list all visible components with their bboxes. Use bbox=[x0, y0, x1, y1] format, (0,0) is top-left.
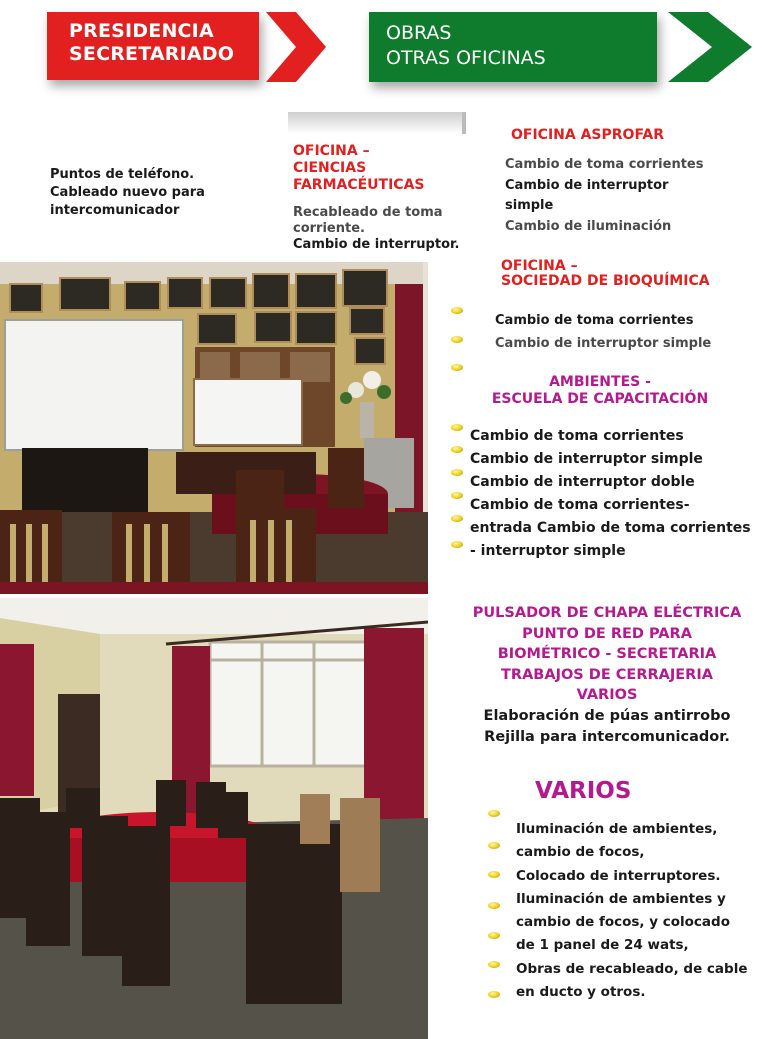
yellow-bullet-icon bbox=[488, 991, 500, 998]
escuela-item: Cambio de toma corrientes- bbox=[470, 497, 690, 513]
banner-presidencia-line2: SECRETARIADO bbox=[69, 43, 235, 65]
yellow-bullet-icon bbox=[451, 424, 463, 431]
pulsador-title-line: PULSADOR DE CHAPA ELÉCTRICA bbox=[472, 605, 742, 621]
pulsador-item: Elaboración de púas antirrobo bbox=[483, 708, 731, 724]
varios-item: cambio de focos, y colocado bbox=[516, 914, 730, 931]
banner-presidencia bbox=[47, 12, 259, 80]
yellow-bullet-icon bbox=[488, 810, 500, 817]
bioquimica-items bbox=[495, 309, 711, 355]
yellow-bullet-icon bbox=[451, 307, 463, 314]
intercomunicador-line: intercomunicador bbox=[50, 203, 180, 218]
bioquimica-item: Cambio de toma corrientes bbox=[495, 313, 694, 328]
meeting-room-illustration bbox=[0, 598, 428, 1039]
escuela-items bbox=[470, 425, 751, 563]
asprofar-title: OFICINA ASPROFAR bbox=[511, 127, 665, 143]
yellow-bullet-icon bbox=[488, 871, 500, 878]
banner-obras-line1: OBRAS bbox=[386, 22, 452, 44]
asprofar-item: simple bbox=[505, 198, 554, 213]
bioquimica-item: Cambio de interruptor simple bbox=[495, 336, 712, 351]
farmacia-item: Cambio de interruptor. bbox=[293, 237, 460, 252]
cableado-line: Cableado nuevo para bbox=[50, 185, 205, 200]
bioquimica-title-line1: OFICINA – bbox=[501, 258, 578, 274]
varios-item: Iluminación de ambientes, bbox=[516, 821, 718, 837]
pulsador-title bbox=[437, 603, 768, 706]
header-shadow bbox=[288, 112, 466, 134]
banner-obras-line2: OTRAS OFICINAS bbox=[386, 47, 546, 69]
pulsador-title-line: BIOMÉTRICO - SECRETARIA bbox=[497, 646, 717, 662]
yellow-bullet-icon bbox=[488, 961, 500, 968]
varios-items bbox=[516, 818, 748, 1004]
varios-item: en ducto y otros. bbox=[516, 984, 646, 1001]
yellow-bullet-icon bbox=[451, 541, 463, 548]
asprofar-item: Cambio de interruptor bbox=[505, 177, 669, 193]
farmacia-items bbox=[293, 205, 460, 253]
bioquimica-title-line2: SOCIEDAD DE BIOQUÍMICA bbox=[501, 273, 710, 289]
asprofar-items bbox=[505, 155, 703, 237]
farmacia-title-line3: FARMACÉUTICAS bbox=[293, 177, 425, 193]
banner-presidencia-line1: PRESIDENCIA bbox=[69, 20, 214, 42]
yellow-bullet-icon bbox=[488, 932, 500, 939]
farmacia-title-line2: CIENCIAS bbox=[293, 160, 367, 176]
varios-item: de 1 panel de 24 wats, bbox=[516, 937, 689, 954]
pulsador-title-line: PUNTO DE RED PARA bbox=[522, 625, 692, 642]
yellow-bullet-icon bbox=[488, 902, 500, 909]
escuela-item: entrada Cambio de toma corrientes bbox=[470, 520, 751, 536]
classroom-photo bbox=[0, 262, 428, 594]
yellow-bullet-icon bbox=[451, 336, 463, 343]
pulsador-item: Rejilla para intercomunicador. bbox=[484, 729, 730, 745]
pulsador-title-line: TRABAJOS DE CERRAJERIA bbox=[501, 666, 713, 683]
telefono-block bbox=[50, 166, 205, 220]
header-shadow-line bbox=[462, 112, 466, 134]
meeting-room-photo bbox=[0, 598, 428, 1039]
varios-title: VARIOS bbox=[535, 778, 632, 804]
yellow-bullet-icon bbox=[451, 446, 463, 453]
yellow-bullet-icon bbox=[451, 515, 463, 522]
yellow-bullet-icon bbox=[488, 842, 500, 849]
telefono-line: Puntos de teléfono. bbox=[50, 167, 195, 182]
escuela-title-line1: AMBIENTES - bbox=[549, 374, 651, 390]
classroom-illustration bbox=[0, 262, 428, 594]
escuela-item: Cambio de toma corrientes bbox=[470, 428, 684, 444]
asprofar-item: Cambio de toma corrientes bbox=[505, 157, 704, 172]
asprofar-item: Cambio de iluminación bbox=[505, 218, 672, 234]
varios-item: Iluminación de ambientes y bbox=[516, 890, 726, 907]
varios-item: cambio de focos, bbox=[516, 844, 645, 861]
yellow-bullet-icon bbox=[451, 492, 463, 499]
escuela-item: Cambio de interruptor doble bbox=[470, 474, 695, 490]
farmacia-title bbox=[293, 143, 425, 194]
yellow-bullet-icon bbox=[451, 469, 463, 476]
farmacia-item: corriente. bbox=[293, 221, 365, 236]
red-chevron-icon bbox=[262, 10, 328, 84]
farmacia-item: Recableado de toma bbox=[293, 205, 443, 220]
yellow-bullet-icon bbox=[451, 364, 463, 371]
escuela-item: - interruptor simple bbox=[470, 543, 626, 559]
escuela-item: Cambio de interruptor simple bbox=[470, 451, 703, 467]
varios-item: Colocado de interruptores. bbox=[516, 867, 721, 884]
pulsador-title-line: VARIOS bbox=[576, 687, 638, 703]
green-chevron-icon bbox=[664, 10, 756, 84]
banner-obras bbox=[369, 12, 657, 82]
escuela-title bbox=[440, 374, 760, 408]
bioquimica-title bbox=[501, 259, 710, 289]
escuela-title-line2: ESCUELA DE CAPACITACIÓN bbox=[491, 391, 709, 407]
varios-item: Obras de recableado, de cable bbox=[516, 960, 748, 977]
pulsador-items bbox=[437, 706, 768, 748]
farmacia-title-line1: OFICINA – bbox=[293, 143, 370, 159]
